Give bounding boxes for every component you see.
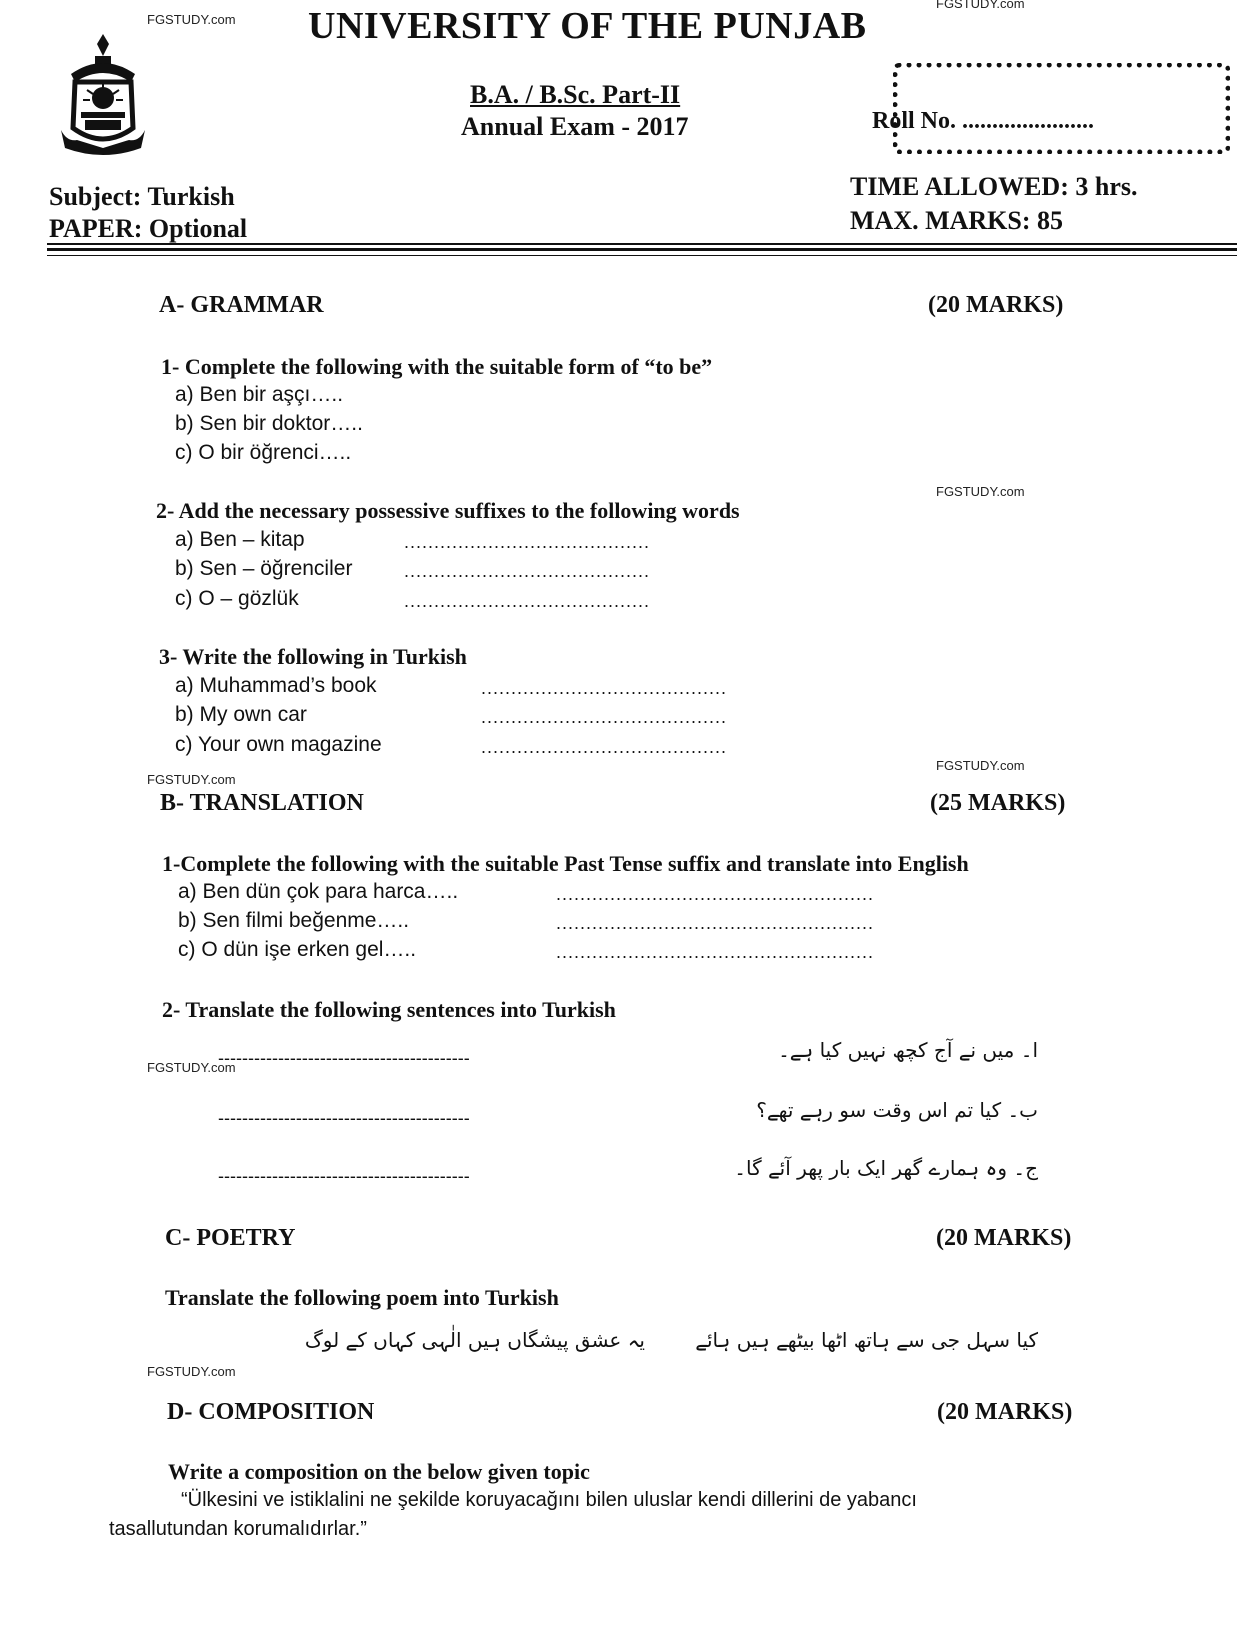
header-divider [47,243,1237,245]
composition-topic: tasallutundan korumalıdırlar.” [109,1518,367,1540]
question-a1: 1- Complete the following with the suitable form of “to be” [161,354,713,379]
header-divider [47,248,1237,251]
question-a2: 2- Add the necessary possessive suffixes to the following words [156,498,740,523]
answer-line: ------------------------------------------ [218,1108,470,1128]
answer-line: ......................................... [404,561,651,581]
answer-line: ..................................................... [556,942,875,962]
section-d-marks: (20 MARKS) [937,1399,1073,1425]
watermark: FGSTUDY.com [147,772,236,787]
watermark: FGSTUDY.com [936,0,1025,11]
urdu-sentence: ا۔ میں نے آج کچھ نہیں کیا ہے۔ [778,1038,1038,1062]
subject-label: Subject: Turkish [49,182,235,211]
list-item: a) Ben bir aşçı….. [175,383,344,406]
watermark: FGSTUDY.com [147,1060,236,1075]
watermark: FGSTUDY.com [147,12,236,27]
watermark: FGSTUDY.com [936,758,1025,773]
time-allowed: TIME ALLOWED: 3 hrs. [850,172,1138,201]
list-item: c) Your own magazine [175,733,382,756]
composition-topic: “Ülkesini ve istiklalini ne şekilde koruyacağını bilen uluslar kendi dillerini de yabancı [181,1489,917,1511]
urdu-sentence: ج۔ وہ ہمارے گھر ایک بار پھر آئے گا۔ [734,1156,1038,1180]
list-item: c) O – gözlük [175,587,299,610]
list-item: a) Ben dün çok para harca….. [178,880,459,903]
section-c-title: C- POETRY [165,1225,296,1251]
composition-instruction: Write a composition on the below given topic [168,1459,590,1484]
watermark: FGSTUDY.com [147,1364,236,1379]
header-divider [47,255,1237,256]
program-title: B.A. / B.Sc. Part-II [470,80,681,109]
section-b-marks: (25 MARKS) [930,790,1066,816]
question-b2: 2- Translate the following sentences into Turkish [162,997,616,1022]
answer-line: ......................................... [481,707,728,727]
section-a-marks: (20 MARKS) [928,292,1064,318]
answer-line: ..................................................... [556,913,875,933]
max-marks: MAX. MARKS: 85 [850,206,1064,235]
watermark: FGSTUDY.com [936,484,1025,499]
question-a3: 3- Write the following in Turkish [159,644,467,669]
section-a-title: A- GRAMMAR [159,292,324,318]
list-item: b) Sen filmi beğenme….. [178,909,410,932]
list-item: b) Sen – öğrenciler [175,557,353,580]
list-item: c) O bir öğrenci….. [175,441,352,464]
answer-line: ..................................................... [556,884,875,904]
question-b1: 1-Complete the following with the suitable Past Tense suffix and translate into English [162,851,969,876]
urdu-verse: یہ عشق پیشگاں ہیں الٰہی کہاں کے لوگ [304,1328,645,1352]
list-item: b) Sen bir doktor….. [175,412,363,435]
answer-line: ......................................... [404,591,651,611]
answer-line: ......................................... [481,678,728,698]
answer-line: ------------------------------------------ [218,1048,470,1068]
urdu-sentence: ب۔ کیا تم اس وقت سو رہے تھے؟ [756,1098,1038,1122]
paper-label: PAPER: Optional [49,214,248,243]
urdu-verse: کیا سہل جی سے ہاتھ اٹھا بیٹھے ہیں ہائے [695,1328,1038,1352]
section-d-title: D- COMPOSITION [167,1399,375,1425]
university-title: UNIVERSITY OF THE PUNJAB [308,5,867,47]
list-item: a) Ben – kitap [175,528,305,551]
university-crest-logo [57,30,149,155]
section-b-title: B- TRANSLATION [160,790,364,816]
list-item: c) O dün işe erken gel….. [178,938,417,961]
list-item: a) Muhammad’s book [175,674,377,697]
exam-title: Annual Exam - 2017 [461,112,689,141]
poetry-instruction: Translate the following poem into Turkish [165,1285,559,1310]
answer-line: ......................................... [481,737,728,757]
answer-line: ......................................... [404,532,651,552]
answer-line: ------------------------------------------ [218,1166,470,1186]
list-item: b) My own car [175,703,307,726]
section-c-marks: (20 MARKS) [936,1225,1072,1251]
roll-number-field: Roll No. ...................... [872,108,1094,134]
